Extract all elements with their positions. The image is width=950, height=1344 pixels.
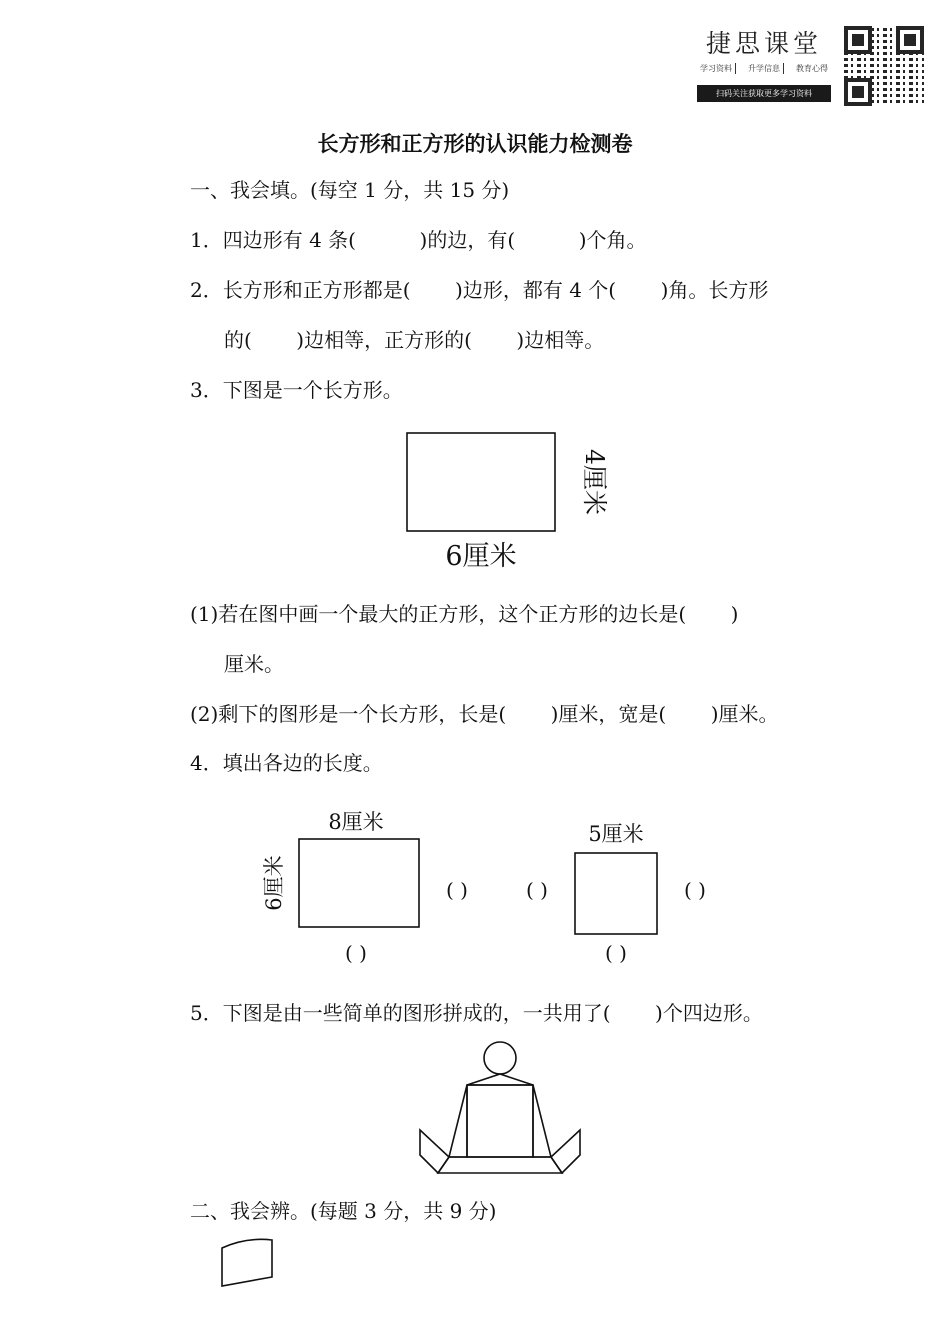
q5-left-wing: [420, 1130, 449, 1173]
q3-width-label: 6厘米: [445, 541, 517, 572]
section2-curved-shape: [222, 1239, 272, 1286]
q4-square-left-blank: ( ): [526, 878, 548, 902]
question-2-line-2: 的( )边相等，正方形的( )边相等。: [224, 328, 605, 352]
q4-square: [575, 853, 657, 934]
q4-rectangle: [299, 839, 419, 927]
q5-right-wing: [551, 1130, 580, 1173]
brand-tag: 升学信息: [745, 63, 784, 74]
question-3: 3．下图是一个长方形。: [190, 378, 403, 402]
question-2-line-1: 2．长方形和正方形都是( )边形，都有 4 个( )角。长方形: [190, 278, 769, 302]
q5-base-trapezoid: [438, 1157, 562, 1173]
question-3-1-line-1: (1)若在图中画一个最大的正方形，这个正方形的边长是( ): [190, 602, 739, 626]
brand-logo-text: 捷思课堂: [705, 29, 822, 58]
q3-height-label: 4厘米: [580, 449, 609, 515]
q4-rect-left-label: 6厘米: [262, 855, 286, 911]
question-3-2: (2)剩下的图形是一个长方形，长是( )厘米，宽是( )厘米。: [190, 702, 779, 726]
q4-square-bottom-blank: ( ): [605, 941, 627, 965]
q5-composite-figure: [420, 1042, 580, 1173]
q3-rectangle: [407, 433, 555, 531]
q4-rect-top-label: 8厘米: [328, 810, 384, 834]
q5-right-triangle: [533, 1085, 551, 1157]
q5-left-triangle: [449, 1085, 467, 1157]
q5-top-triangle: [467, 1074, 533, 1085]
q4-square-top-label: 5厘米: [588, 822, 644, 846]
brand-tag: 学习资料: [697, 63, 736, 74]
q5-circle: [484, 1042, 516, 1074]
section-heading-2: 二、我会辨。(每题 3 分，共 9 分): [190, 1199, 497, 1223]
q4-square-right-blank: ( ): [684, 878, 706, 902]
page-title: 长方形和正方形的认识能力检测卷: [317, 132, 633, 156]
question-3-1-line-2: 厘米。: [224, 652, 284, 676]
q5-center-square: [467, 1085, 533, 1157]
q4-rect-bottom-blank: ( ): [345, 941, 367, 965]
question-4: 4．填出各边的长度。: [190, 751, 383, 775]
brand-tag: 教育心得: [796, 64, 828, 73]
section-heading: 一、我会填。(每空 1 分，共 15 分): [190, 178, 510, 202]
q4-rect-right-blank: ( ): [446, 878, 468, 902]
question-5: 5．下图是由一些简单的图形拼成的，一共用了( )个四边形。: [190, 1001, 763, 1025]
question-1: 1．四边形有 4 条( )的边，有( )个角。: [190, 228, 647, 252]
brand-banner: 扫码关注获取更多学习资料: [697, 85, 831, 102]
